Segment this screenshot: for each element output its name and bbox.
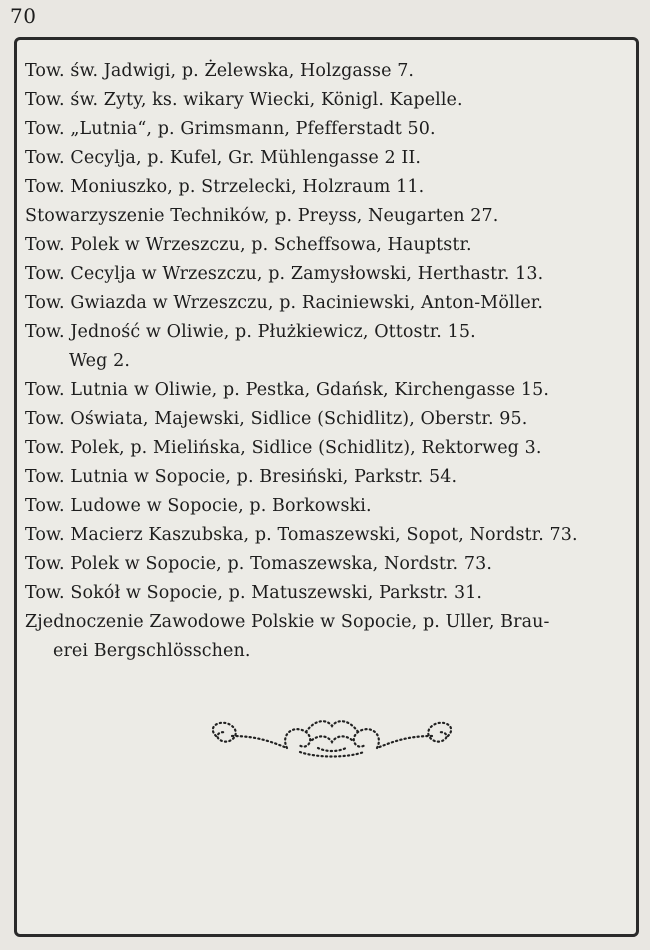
- list-item: Tow. Polek w Wrzeszczu, p. Scheffsowa, Hauptstr.: [25, 235, 472, 255]
- list-item: Tow. Polek, p. Mielińska, Sidlice (Schidlitz), Rektorweg 3.: [25, 438, 542, 458]
- list-item: Tow. Ludowe w Sopocie, p. Borkowski.: [25, 496, 372, 516]
- list-item: Tow. św. Jadwigi, p. Żelewska, Holzgasse 7.: [25, 61, 415, 81]
- list-item: Tow. Jedność w Oliwie, p. Płużkiewicz, Ottostr. 15.: [25, 322, 476, 342]
- list-item: Tow. Sokół w Sopocie, p. Matuszewski, Parkstr. 31.: [25, 583, 483, 603]
- list-item-continuation: Weg 2.: [69, 351, 130, 371]
- list-item: Tow. Polek w Sopocie, p. Tomaszewska, Nordstr. 73.: [25, 554, 492, 574]
- list-item: Tow. św. Zyty, ks. wikary Wiecki, Königl. Kapelle.: [25, 90, 463, 110]
- list-item: Tow. Macierz Kaszubska, p. Tomaszewski, Sopot, Nordstr. 73.: [25, 525, 578, 545]
- list-item: Tow. Oświata, Majewski, Sidlice (Schidlitz), Oberstr. 95.: [25, 409, 528, 429]
- list-item: Tow. Gwiazda w Wrzeszczu, p. Raciniewski, Anton-Möller.: [25, 293, 544, 313]
- list-item: Stowarzyszenie Techników, p. Preyss, Neugarten 27.: [25, 206, 499, 226]
- list-item-continuation: erei Bergschlösschen.: [53, 641, 251, 661]
- page-number: 70: [10, 4, 37, 28]
- society-list: [25, 57, 632, 666]
- list-item: Tow. Cecylja w Wrzeszczu, p. Zamysłowski, Herthastr. 13.: [25, 264, 544, 284]
- content-frame: [14, 37, 639, 937]
- list-item: Tow. Moniuszko, p. Strzelecki, Holzraum 11.: [25, 177, 425, 197]
- list-item: Tow. Cecylja, p. Kufel, Gr. Mühlengasse 2 II.: [25, 148, 422, 168]
- list-item: Zjednoczenie Zawodowe Polskie w Sopocie, p. Uller, Brau-: [25, 612, 550, 632]
- list-item: Tow. Lutnia w Sopocie, p. Bresiński, Parkstr. 54.: [25, 467, 458, 487]
- list-item: Tow. „Lutnia“, p. Grimsmann, Pfefferstadt 50.: [25, 119, 436, 139]
- list-item: Tow. Lutnia w Oliwie, p. Pestka, Gdańsk, Kirchengasse 15.: [25, 380, 550, 400]
- ornament-divider-icon: [202, 712, 462, 760]
